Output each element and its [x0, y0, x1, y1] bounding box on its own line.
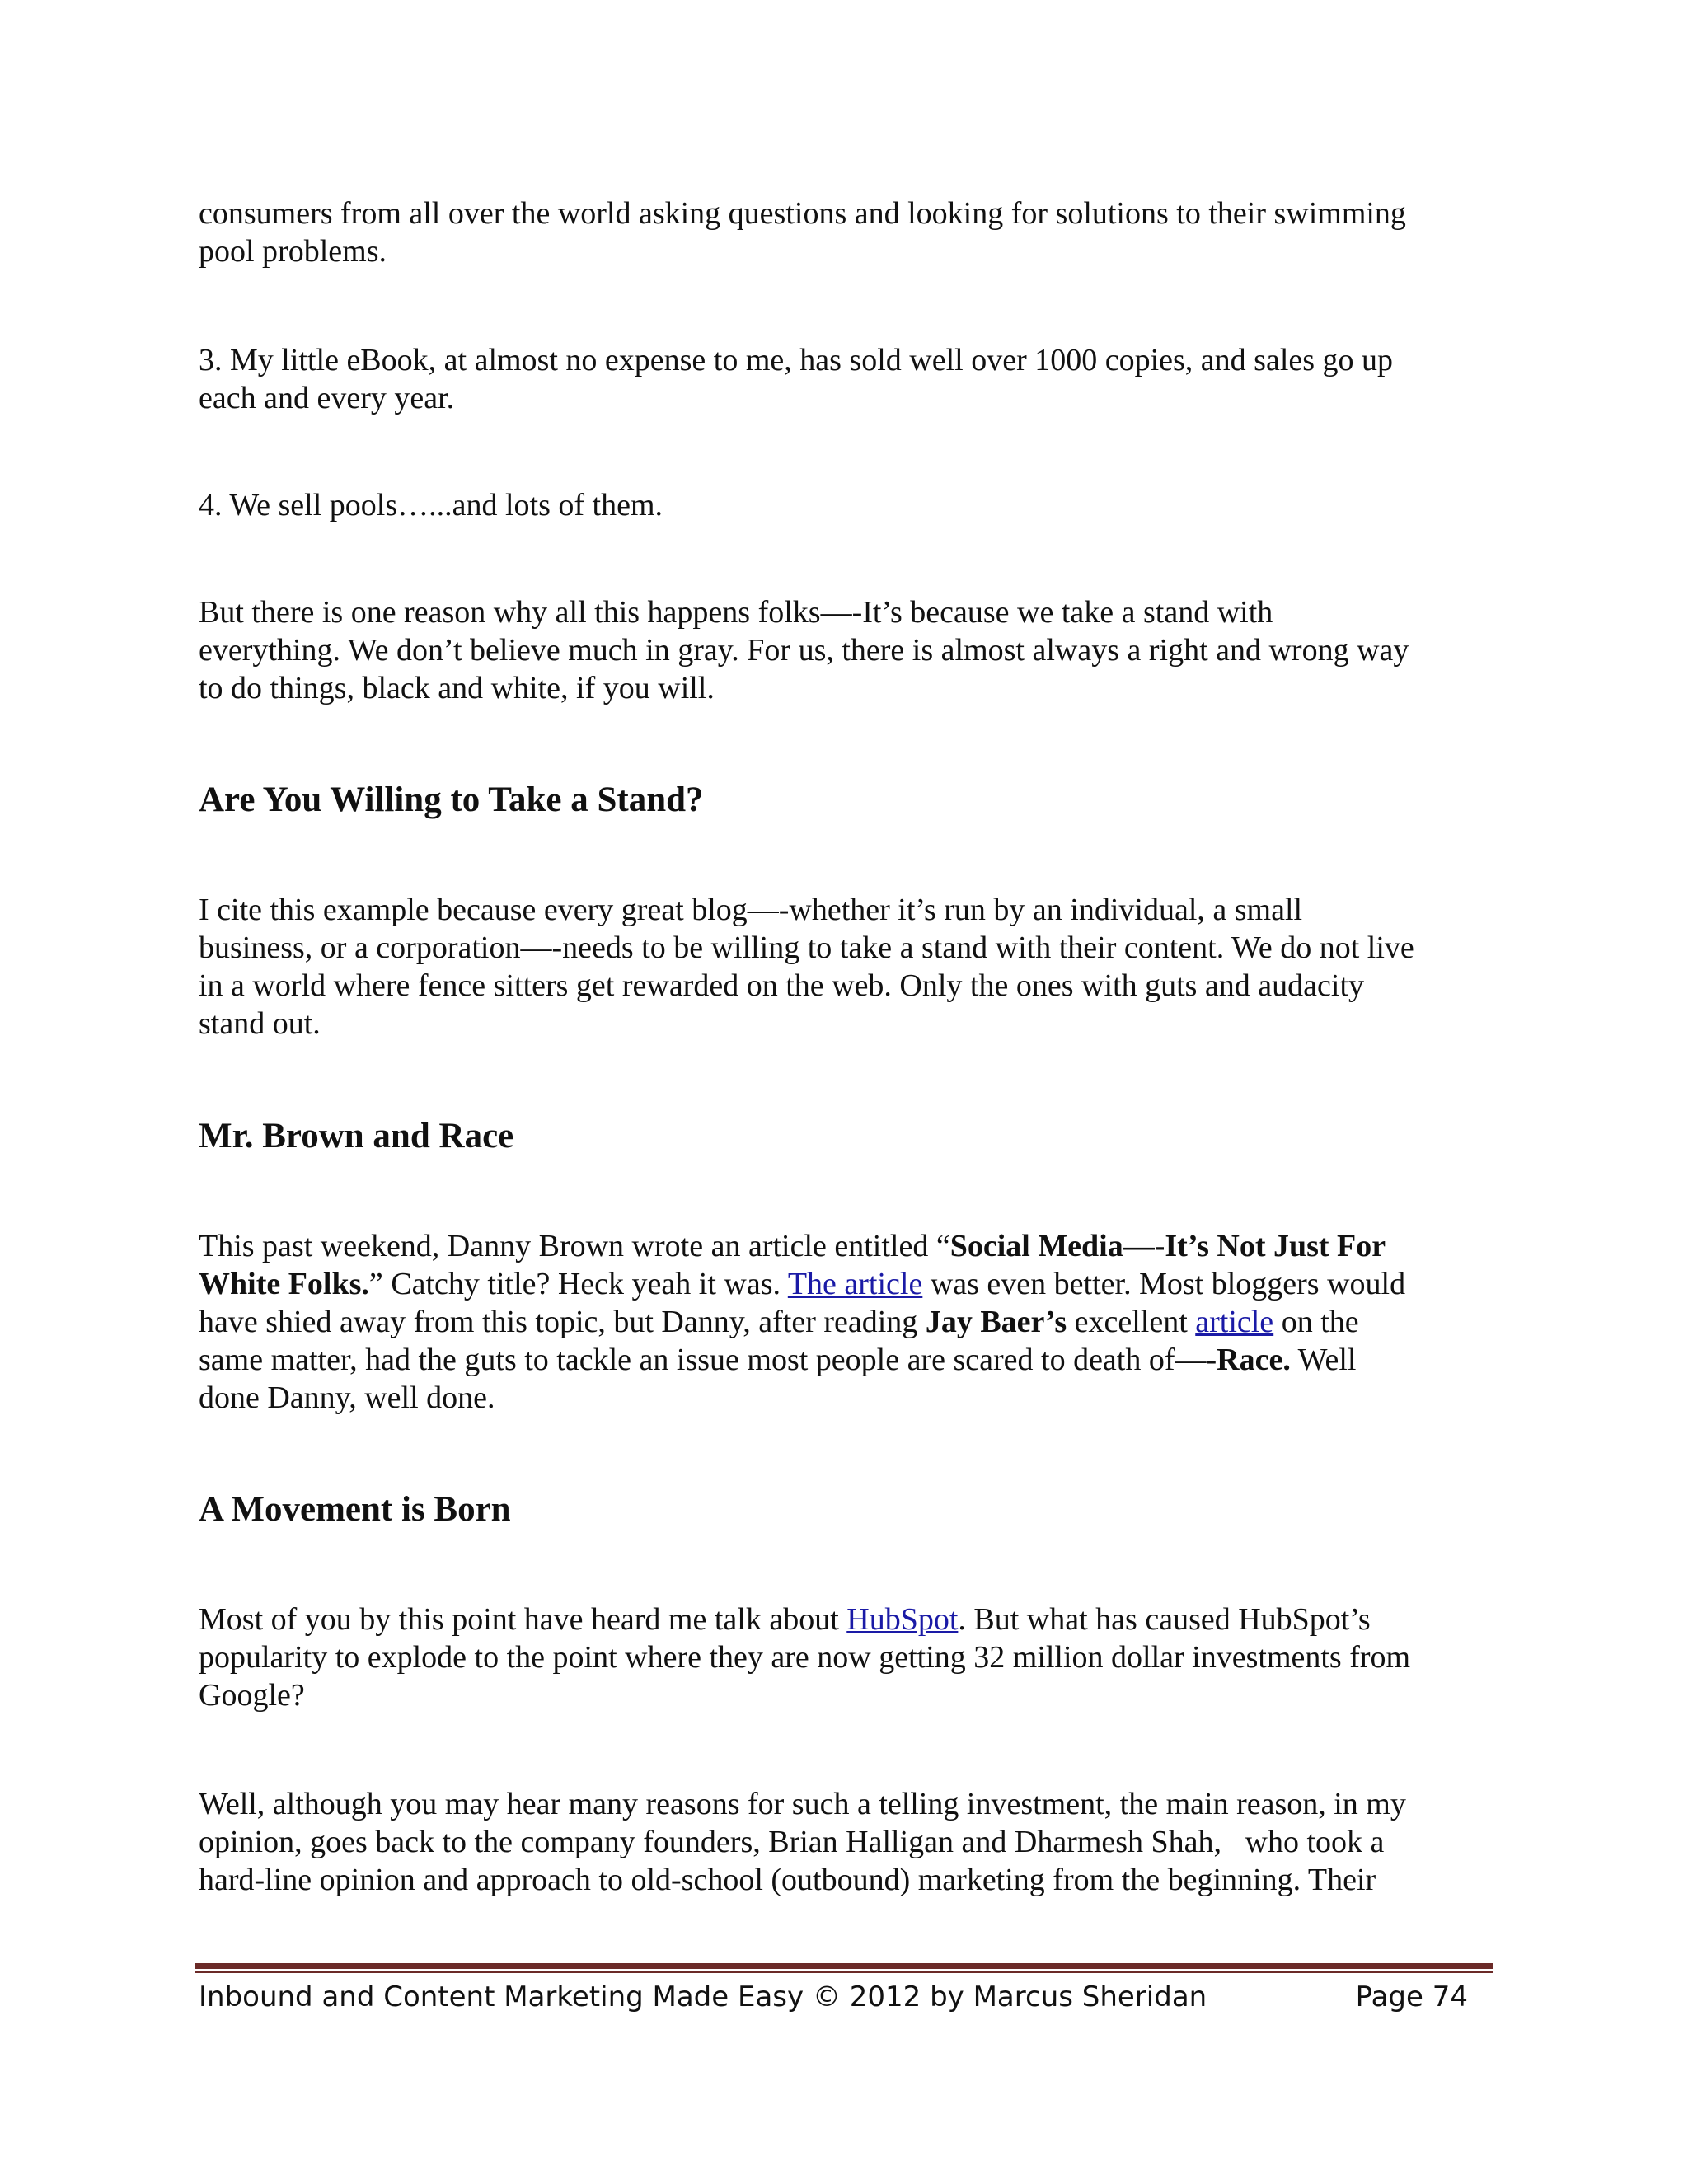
text-line: in a world where fence sitters get rewarded on the web. Only the ones with guts and audacity — [199, 968, 1364, 1003]
text-line — [199, 1265, 1493, 1303]
footer-book-title: Inbound and Content Marketing Made Easy © 2012 by Marcus Sheridan — [199, 1980, 1207, 2013]
footer-divider-thick — [195, 1963, 1493, 1969]
text-line: 3. My little eBook, at almost no expense to me, has sold well over 1000 copies, and sales go up — [199, 343, 1394, 377]
text-line: 4. We sell pools…...and lots of them. — [199, 488, 663, 523]
text-line: opinion, goes back to the company founders, Brian Halligan and Dharmesh Shah, who took a — [199, 1825, 1385, 1859]
text-span: Most of you by this point have heard me talk about — [199, 1602, 847, 1637]
text-line: pool problems. — [199, 234, 387, 269]
text-line — [199, 1341, 1493, 1379]
text-line — [199, 1601, 1493, 1638]
text-span: . But what has caused HubSpot’s — [958, 1602, 1371, 1637]
text-line: Well, although you may hear many reasons for such a telling investment, the main reason, in my — [199, 1787, 1406, 1821]
article-link[interactable]: article — [1195, 1305, 1274, 1339]
text-line: I cite this example because every great blog—-whether it’s run by an individual, a small — [199, 893, 1303, 927]
text-span: was even better. Most bloggers would — [922, 1267, 1406, 1301]
page-body — [199, 194, 1493, 1899]
text-line — [199, 1303, 1493, 1341]
heading-movement-born: A Movement is Born — [199, 1490, 511, 1529]
paragraph-hubspot — [199, 1601, 1493, 1714]
heading-mr-brown: Mr. Brown and Race — [199, 1117, 514, 1155]
text-span: excellent — [1067, 1305, 1196, 1339]
paragraph-sell-pools — [199, 486, 1493, 524]
paragraph-ebook — [199, 341, 1493, 417]
paragraph-danny-brown — [199, 1227, 1493, 1417]
text-line: everything. We don’t believe much in gray. For us, there is almost always a right and wrong way — [199, 633, 1409, 668]
hubspot-link[interactable]: HubSpot — [846, 1602, 959, 1637]
text-line: stand out. — [199, 1006, 321, 1041]
text-line: to do things, black and white, if you will. — [199, 671, 715, 705]
text-span: Well — [1290, 1343, 1357, 1377]
text-line: consumers from all over the world asking questions and looking for solutions to their swimming — [199, 196, 1406, 231]
bold-article-title-end: White Folks. — [199, 1267, 369, 1301]
text-line: business, or a corporation—-needs to be willing to take a stand with their content. We do not live — [199, 930, 1414, 965]
text-span: This past weekend, Danny Brown wrote an article entitled “ — [199, 1229, 950, 1263]
text-line: popularity to explode to the point where they are now getting 32 million dollar investments from — [199, 1640, 1411, 1675]
bold-jay-baer: Jay Baer’s — [925, 1305, 1067, 1339]
text-line: But there is one reason why all this happens folks—-It’s because we take a stand with — [199, 595, 1273, 630]
text-line: each and every year. — [199, 381, 455, 415]
the-article-link[interactable]: The article — [787, 1267, 923, 1301]
text-span: have shied away from this topic, but Danny, after reading — [199, 1305, 926, 1339]
text-line — [199, 1227, 1493, 1265]
footer-divider — [195, 1963, 1493, 1973]
text-span: same matter, had the guts to tackle an issue most people are scared to death of—- — [199, 1343, 1217, 1377]
text-span: ” Catchy title? Heck yeah it was. — [368, 1267, 788, 1301]
paragraph-consumers — [199, 194, 1493, 270]
text-line: Google? — [199, 1678, 305, 1713]
footer-page-number: Page 74 — [1355, 1980, 1468, 2013]
heading-take-a-stand: Are You Willing to Take a Stand? — [199, 780, 704, 819]
footer-divider-thin — [195, 1971, 1493, 1973]
text-line: done Danny, well done. — [199, 1380, 495, 1415]
paragraph-investment — [199, 1785, 1493, 1899]
bold-race: Race. — [1217, 1343, 1291, 1377]
text-line: hard-line opinion and approach to old-school (outbound) marketing from the beginning. Their — [199, 1863, 1376, 1897]
bold-article-title: Social Media—-It’s Not Just For — [950, 1229, 1386, 1263]
text-span: on the — [1273, 1305, 1359, 1339]
paragraph-one-reason — [199, 593, 1493, 707]
paragraph-cite-example — [199, 891, 1493, 1043]
